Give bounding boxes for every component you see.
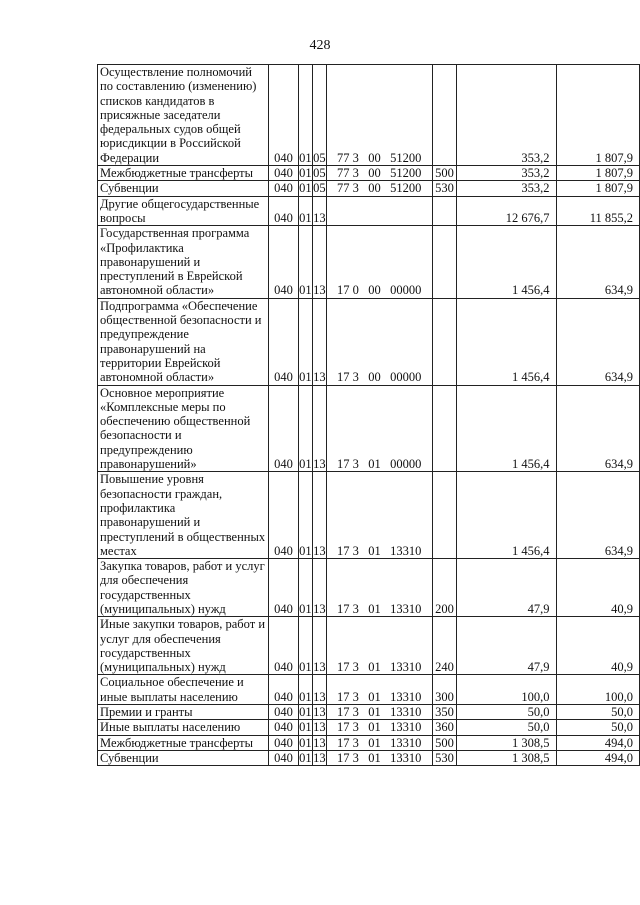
row-name: Субвенции [98, 181, 269, 196]
row-rz-code: 01 [299, 181, 312, 196]
row-pr-code: 13 [313, 720, 326, 735]
row-name: Государственная программа «Профилактика правонарушений и преступлений в Еврейской автономной области» [98, 226, 269, 298]
row-name: Межбюджетные трансферты [98, 166, 269, 181]
page-number: 428 [309, 38, 331, 53]
row-pr-code: 05 [313, 166, 326, 181]
row-vr-code: 360 [432, 720, 457, 735]
row-rz-code: 01 [298, 675, 312, 705]
row-vr-code: 530 [432, 181, 457, 196]
row-sum-1: 47,9 [457, 617, 556, 675]
row-cs-code: 17 0 00 00000 [326, 226, 432, 298]
row-gr-code: 040 [269, 705, 299, 720]
row-sum-2: 634,9 [556, 385, 639, 472]
row-vr-code: 240 [432, 617, 457, 675]
row-pr-code: 13 [313, 735, 326, 750]
row-rz-code: 01 [299, 750, 312, 765]
row-vr-code [432, 196, 457, 226]
row-sum-1: 50,0 [457, 705, 556, 720]
row-gr-code: 040 [269, 559, 299, 617]
row-vr-code: 500 [432, 166, 457, 181]
row-cs-code: 77 3 00 51200 [326, 181, 432, 196]
row-gr-code: 040 [269, 675, 299, 705]
row-cs-code: 17 3 01 13310 [326, 750, 432, 765]
row-name: Закупка товаров, работ и услуг для обеспечения государственных (муниципальных) нужд [98, 559, 269, 617]
row-sum-1: 1 456,4 [457, 385, 556, 472]
row-rz-code: 01 [298, 196, 312, 226]
row-pr-code: 13 [312, 559, 326, 617]
table-row [98, 720, 640, 735]
row-sum-1: 353,2 [457, 166, 556, 181]
row-vr-code [432, 226, 457, 298]
row-sum-2: 634,9 [556, 226, 639, 298]
row-rz-code: 01 [298, 298, 312, 385]
row-pr-code: 05 [312, 65, 326, 166]
row-cs-code: 17 3 01 13310 [326, 675, 432, 705]
row-sum-1: 1 456,4 [457, 472, 556, 559]
row-gr-code: 040 [269, 617, 299, 675]
row-pr-code: 13 [312, 675, 326, 705]
row-name: Межбюджетные трансферты [98, 735, 269, 750]
row-gr-code: 040 [269, 750, 299, 765]
row-gr-code: 040 [269, 196, 299, 226]
row-vr-code: 500 [432, 735, 457, 750]
row-sum-1: 50,0 [457, 720, 556, 735]
table-row [98, 65, 640, 166]
row-cs-code: 77 3 00 51200 [326, 166, 432, 181]
row-cs-code: 17 3 01 13310 [326, 472, 432, 559]
table-row [98, 166, 640, 181]
row-rz-code: 01 [299, 166, 312, 181]
row-cs-code: 17 3 01 13310 [326, 617, 432, 675]
table-row [98, 385, 640, 472]
row-vr-code [432, 298, 457, 385]
row-sum-1: 353,2 [457, 65, 556, 166]
row-gr-code: 040 [269, 720, 299, 735]
table-row [98, 705, 640, 720]
row-vr-code [432, 385, 457, 472]
row-cs-code [326, 196, 432, 226]
row-sum-2: 40,9 [556, 559, 639, 617]
row-sum-1: 1 308,5 [457, 735, 556, 750]
row-sum-2: 634,9 [556, 298, 639, 385]
row-rz-code: 01 [298, 226, 312, 298]
row-cs-code: 77 3 00 51200 [326, 65, 432, 166]
row-sum-1: 1 456,4 [457, 298, 556, 385]
row-sum-1: 12 676,7 [457, 196, 556, 226]
row-vr-code: 300 [432, 675, 457, 705]
row-rz-code: 01 [299, 735, 312, 750]
row-pr-code: 13 [312, 472, 326, 559]
table-row [98, 559, 640, 617]
row-pr-code: 05 [313, 181, 326, 196]
row-cs-code: 17 3 01 13310 [326, 559, 432, 617]
row-sum-1: 47,9 [457, 559, 556, 617]
row-rz-code: 01 [298, 65, 312, 166]
row-gr-code: 040 [269, 226, 299, 298]
row-cs-code: 17 3 01 13310 [326, 705, 432, 720]
row-vr-code: 530 [432, 750, 457, 765]
row-name: Иные выплаты населению [98, 720, 269, 735]
row-gr-code: 040 [269, 472, 299, 559]
table-row [98, 472, 640, 559]
row-sum-2: 50,0 [556, 720, 639, 735]
row-name: Премии и гранты [98, 705, 269, 720]
table-row [98, 181, 640, 196]
table-row [98, 675, 640, 705]
table-row [98, 298, 640, 385]
table-row [98, 196, 640, 226]
row-gr-code: 040 [269, 166, 299, 181]
row-sum-1: 353,2 [457, 181, 556, 196]
row-rz-code: 01 [298, 617, 312, 675]
table-row [98, 617, 640, 675]
row-sum-1: 100,0 [457, 675, 556, 705]
row-name: Осуществление полномочий по составлению (изменению) списков кандидатов в присяжные заседатели федеральных судов общей юрисдикции в Российской Федерации [98, 65, 269, 166]
table-row [98, 735, 640, 750]
row-pr-code: 13 [313, 750, 326, 765]
row-rz-code: 01 [299, 705, 312, 720]
row-name: Подпрограмма «Обеспечение общественной безопасности и предупреждение правонарушений на территории Еврейской автономной области» [98, 298, 269, 385]
row-vr-code [432, 472, 457, 559]
row-pr-code: 13 [313, 705, 326, 720]
row-rz-code: 01 [298, 385, 312, 472]
row-pr-code: 13 [312, 617, 326, 675]
row-name: Субвенции [98, 750, 269, 765]
row-sum-2: 1 807,9 [556, 166, 639, 181]
row-sum-1: 1 456,4 [457, 226, 556, 298]
table-row [98, 750, 640, 765]
row-rz-code: 01 [298, 472, 312, 559]
row-pr-code: 13 [312, 226, 326, 298]
row-gr-code: 040 [269, 65, 299, 166]
row-gr-code: 040 [269, 735, 299, 750]
row-sum-2: 1 807,9 [556, 181, 639, 196]
row-rz-code: 01 [299, 720, 312, 735]
row-name: Социальное обеспечение и иные выплаты населению [98, 675, 269, 705]
row-pr-code: 13 [312, 385, 326, 472]
row-sum-2: 1 807,9 [556, 65, 639, 166]
row-sum-2: 634,9 [556, 472, 639, 559]
row-cs-code: 17 3 01 13310 [326, 720, 432, 735]
row-sum-1: 1 308,5 [457, 750, 556, 765]
row-vr-code [432, 65, 457, 166]
row-sum-2: 494,0 [556, 735, 639, 750]
row-cs-code: 17 3 00 00000 [326, 298, 432, 385]
table-row [98, 226, 640, 298]
row-name: Повышение уровня безопасности граждан, профилактика правонарушений и преступлений в общественных местах [98, 472, 269, 559]
row-sum-2: 50,0 [556, 705, 639, 720]
row-name: Иные закупки товаров, работ и услуг для обеспечения государственных (муниципальных) нужд [98, 617, 269, 675]
row-gr-code: 040 [269, 298, 299, 385]
row-sum-2: 11 855,2 [556, 196, 639, 226]
row-sum-2: 100,0 [556, 675, 639, 705]
row-cs-code: 17 3 01 13310 [326, 735, 432, 750]
row-cs-code: 17 3 01 00000 [326, 385, 432, 472]
row-name: Основное мероприятие «Комплексные меры по обеспечению общественной безопасности и предупреждению правонарушений» [98, 385, 269, 472]
row-sum-2: 40,9 [556, 617, 639, 675]
row-gr-code: 040 [269, 181, 299, 196]
row-pr-code: 13 [312, 196, 326, 226]
row-vr-code: 200 [432, 559, 457, 617]
row-name: Другие общегосударственные вопросы [98, 196, 269, 226]
row-pr-code: 13 [312, 298, 326, 385]
row-rz-code: 01 [298, 559, 312, 617]
row-gr-code: 040 [269, 385, 299, 472]
row-sum-2: 494,0 [556, 750, 639, 765]
budget-table [97, 64, 640, 766]
row-vr-code: 350 [432, 705, 457, 720]
table-body [98, 65, 640, 766]
